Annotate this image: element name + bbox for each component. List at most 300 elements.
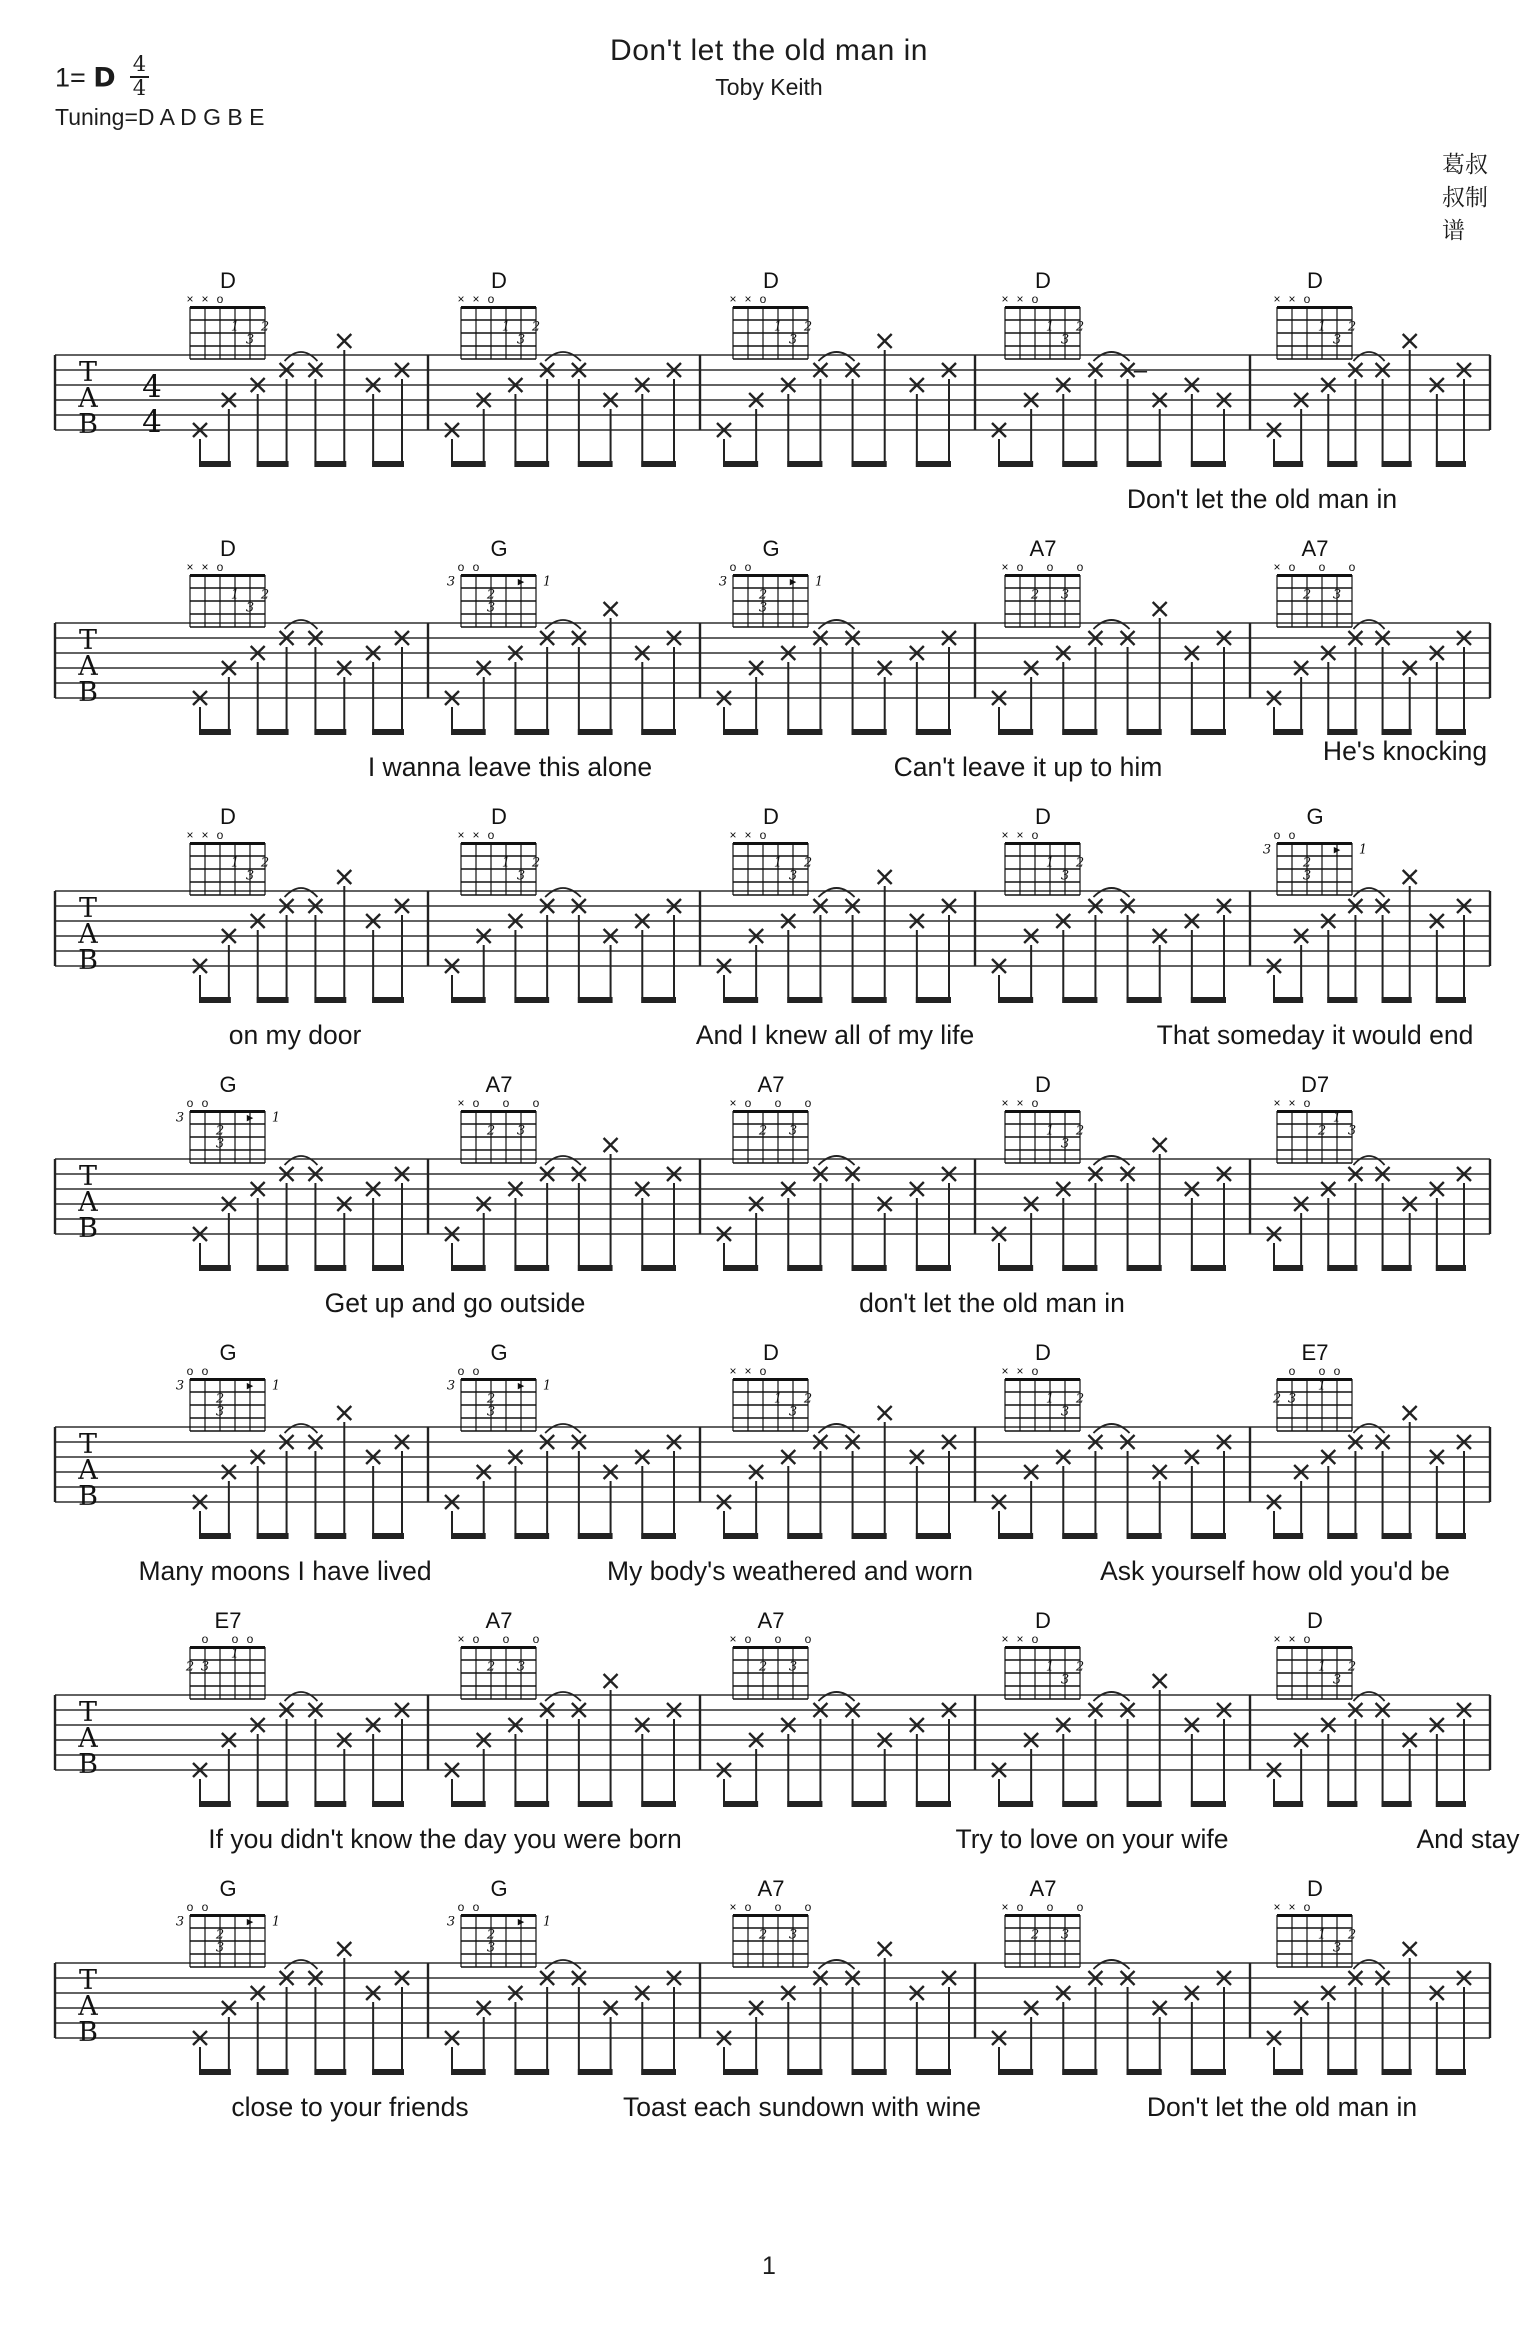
string-marker: o — [774, 1096, 782, 1110]
beam — [1062, 1533, 1097, 1539]
tab-clef-letter: T — [78, 1161, 98, 1192]
beam — [451, 2069, 486, 2075]
beam — [1127, 2069, 1162, 2075]
beam — [723, 997, 758, 1003]
chord-grid — [447, 1900, 551, 1976]
finger-number: 2 — [1075, 855, 1085, 871]
strum-x-mark — [1403, 334, 1417, 348]
tie-arc — [1093, 352, 1129, 361]
finger-number: 1 — [1317, 1659, 1327, 1675]
chord-name: E7 — [214, 1608, 242, 1633]
string-marker: × — [1273, 292, 1281, 306]
chord-grid — [1263, 292, 1367, 368]
string-marker: × — [457, 828, 465, 842]
chord-grid — [176, 1096, 280, 1172]
beam — [1273, 1801, 1303, 1807]
finger-number: 2 — [215, 1123, 225, 1139]
finger-number: 1 — [1045, 855, 1055, 871]
lyric-line: I wanna leave this alone — [367, 752, 653, 782]
string-marker: o — [1288, 828, 1296, 842]
chord-name: A7 — [1029, 1876, 1057, 1901]
string-marker: × — [1016, 1096, 1024, 1110]
beam — [787, 729, 822, 735]
chord-name: D — [1035, 1340, 1051, 1365]
finger-number: 3 — [1263, 842, 1272, 858]
tie-arc — [285, 1960, 318, 1969]
string-marker: × — [201, 828, 209, 842]
beam — [514, 1265, 549, 1271]
chord-grid — [1263, 560, 1367, 636]
beam — [641, 461, 676, 467]
chord-grid — [1263, 1096, 1367, 1172]
strum-x-mark — [604, 1138, 618, 1152]
key-label: 1= — [55, 62, 94, 93]
tab-clef-letter: B — [78, 409, 98, 440]
chord-name: D — [220, 804, 236, 829]
string-marker: × — [457, 1096, 465, 1110]
string-marker: × — [729, 1096, 737, 1110]
beam — [514, 997, 549, 1003]
finger-number: 1 — [1045, 1123, 1055, 1139]
string-marker: o — [502, 1096, 510, 1110]
lyric-line: If you didn't know the day you were born — [208, 1824, 682, 1854]
tie-arc — [285, 1156, 318, 1165]
finger-number: 1 — [1317, 1927, 1327, 1943]
string-marker: × — [472, 292, 480, 306]
string-marker: o — [246, 1632, 254, 1646]
beam — [1191, 461, 1226, 467]
tie-arc — [818, 888, 854, 897]
finger-number: 2 — [758, 1659, 768, 1675]
finger-number: 1 — [230, 855, 240, 871]
beam — [1062, 461, 1097, 467]
finger-number: ▸ — [517, 1378, 525, 1394]
beam — [1436, 1801, 1466, 1807]
lyric-line: He's knocking — [1322, 736, 1488, 766]
chord-name: D — [1035, 1608, 1051, 1633]
chord-name: D — [763, 1340, 779, 1365]
beam — [1127, 1265, 1162, 1271]
beam — [257, 997, 289, 1003]
beam — [723, 461, 758, 467]
finger-number: 1 — [1332, 1110, 1342, 1126]
beam — [1382, 729, 1412, 735]
string-marker: × — [729, 1632, 737, 1646]
finger-number: 2 — [1302, 855, 1312, 871]
strum-x-mark — [337, 1942, 351, 1956]
chord-name: D — [220, 536, 236, 561]
string-marker: × — [1016, 828, 1024, 842]
beam — [1382, 997, 1412, 1003]
beam — [641, 729, 676, 735]
chord-grid — [991, 292, 1095, 368]
chord-name: D — [1035, 1072, 1051, 1097]
finger-number: 3 — [1332, 1672, 1342, 1688]
string-marker: o — [201, 1900, 209, 1914]
chord-name: A7 — [485, 1072, 513, 1097]
finger-number: 3 — [1060, 1927, 1070, 1943]
strum-x-mark — [878, 334, 892, 348]
chord-grid — [719, 560, 823, 636]
string-marker: × — [457, 1632, 465, 1646]
chord-grid — [991, 560, 1095, 636]
finger-number: 2 — [486, 1123, 496, 1139]
beam — [199, 2069, 231, 2075]
finger-number: 2 — [260, 855, 270, 871]
beam — [787, 2069, 822, 2075]
string-marker: × — [729, 292, 737, 306]
finger-number: 2 — [215, 1927, 225, 1943]
string-marker: × — [472, 828, 480, 842]
beam — [578, 1265, 613, 1271]
string-marker: o — [1031, 292, 1039, 306]
tie-arc — [285, 352, 318, 361]
beam — [1382, 1265, 1412, 1271]
lyric-line: That someday it would end — [1156, 1020, 1474, 1050]
finger-number: 2 — [803, 1391, 813, 1407]
tie-arc — [1093, 620, 1129, 629]
beam — [1273, 1533, 1303, 1539]
chord-grid — [719, 292, 823, 368]
beam — [1436, 461, 1466, 467]
lyric-line: Can't leave it up to him — [893, 752, 1163, 782]
chord-grid — [447, 1632, 551, 1708]
beam — [257, 2069, 289, 2075]
finger-number: 3 — [245, 600, 255, 616]
string-marker: × — [186, 560, 194, 574]
lyric-line: Try to love on your wife — [955, 1824, 1229, 1854]
tie-arc — [285, 1424, 318, 1433]
finger-number: 2 — [1347, 319, 1357, 335]
strum-x-mark — [604, 602, 618, 616]
beam — [723, 1265, 758, 1271]
beam — [998, 729, 1033, 735]
finger-number: 1 — [230, 319, 240, 335]
beam — [641, 1801, 676, 1807]
beam — [199, 729, 231, 735]
string-marker: o — [472, 560, 480, 574]
beam — [514, 1533, 549, 1539]
beam — [723, 1801, 758, 1807]
beam — [641, 997, 676, 1003]
chord-name: A7 — [1029, 536, 1057, 561]
finger-number: 3 — [1302, 868, 1312, 884]
beam — [787, 997, 822, 1003]
finger-number: 3 — [788, 868, 798, 884]
tab-clef-letter: A — [78, 1455, 98, 1486]
tie-arc — [285, 1692, 318, 1701]
beam — [1327, 1265, 1357, 1271]
string-marker: × — [744, 828, 752, 842]
string-marker: × — [201, 560, 209, 574]
finger-number: 2 — [1302, 587, 1312, 603]
lyric-line: Many moons I have lived — [138, 1556, 432, 1586]
beam — [578, 729, 613, 735]
finger-number: 2 — [215, 1391, 225, 1407]
string-marker: × — [1001, 828, 1009, 842]
finger-number: 1 — [542, 1378, 551, 1394]
finger-number: 2 — [1317, 1123, 1327, 1139]
strum-x-mark — [604, 1674, 618, 1688]
beam — [314, 2069, 346, 2075]
beam — [723, 1533, 758, 1539]
chord-grid — [991, 1632, 1095, 1708]
string-marker: o — [1046, 1900, 1054, 1914]
lyric-line: And stay — [1416, 1824, 1520, 1854]
beam — [1436, 1265, 1466, 1271]
beam — [998, 461, 1033, 467]
finger-number: 2 — [486, 1659, 496, 1675]
beam — [1127, 997, 1162, 1003]
beam — [1191, 997, 1226, 1003]
beam — [1436, 1533, 1466, 1539]
beam — [578, 1801, 613, 1807]
finger-number: 1 — [1358, 842, 1367, 858]
chord-grid — [447, 1096, 551, 1172]
chord-name: A7 — [757, 1608, 785, 1633]
chord-name: D — [1035, 804, 1051, 829]
string-marker: × — [186, 828, 194, 842]
string-marker: × — [729, 828, 737, 842]
string-marker: o — [744, 1632, 752, 1646]
beam — [451, 1533, 486, 1539]
finger-number: 3 — [200, 1659, 210, 1675]
beam — [1327, 1801, 1357, 1807]
string-marker: × — [1001, 560, 1009, 574]
beam — [1127, 1533, 1162, 1539]
chord-grid — [991, 1900, 1095, 1976]
string-marker: × — [1001, 1364, 1009, 1378]
beam — [852, 1265, 887, 1271]
beam — [1327, 2069, 1357, 2075]
strum-x-mark — [878, 1942, 892, 1956]
beam — [1273, 1265, 1303, 1271]
strum-x-mark — [878, 1406, 892, 1420]
finger-number: 2 — [803, 855, 813, 871]
string-marker: o — [487, 828, 495, 842]
beam — [916, 729, 951, 735]
tab-clef-letter: B — [78, 945, 98, 976]
tab-clef-letter: T — [78, 1429, 98, 1460]
finger-number: 3 — [215, 1136, 225, 1152]
beam — [1127, 461, 1162, 467]
chord-name: D — [1307, 268, 1323, 293]
string-marker: × — [1016, 292, 1024, 306]
lyric-line: And I knew all of my life — [695, 1020, 975, 1050]
finger-number: 2 — [758, 587, 768, 603]
beam — [372, 997, 404, 1003]
finger-number: 1 — [230, 1646, 240, 1662]
string-marker: o — [457, 1900, 465, 1914]
chord-grid — [176, 828, 280, 904]
finger-number: ▸ — [246, 1378, 254, 1394]
string-marker: × — [1016, 1632, 1024, 1646]
chord-name: D7 — [1300, 1072, 1330, 1097]
finger-number: ▸ — [517, 574, 525, 590]
finger-number: 1 — [773, 855, 783, 871]
string-marker: × — [1288, 1900, 1296, 1914]
tie-arc — [818, 620, 854, 629]
finger-number: 3 — [516, 1123, 526, 1139]
finger-number: ▸ — [246, 1110, 254, 1126]
finger-number: 2 — [486, 1391, 496, 1407]
tab-clef-letter: A — [78, 1187, 98, 1218]
artist-name: Toby Keith — [715, 74, 823, 100]
beam — [451, 1801, 486, 1807]
finger-number: 3 — [758, 600, 768, 616]
string-marker: o — [201, 1096, 209, 1110]
finger-number: 2 — [1272, 1391, 1282, 1407]
finger-number: 3 — [1060, 1672, 1070, 1688]
string-marker: o — [1303, 1632, 1311, 1646]
finger-number: 2 — [1075, 1123, 1085, 1139]
string-marker: o — [1016, 560, 1024, 574]
chord-name: G — [490, 1876, 508, 1901]
tuning-label: Tuning=D A D G B E — [55, 104, 265, 130]
string-marker: × — [1273, 1900, 1281, 1914]
beam — [372, 1533, 404, 1539]
string-marker: o — [774, 1632, 782, 1646]
beam — [723, 2069, 758, 2075]
lyric-line: don't let the old man in — [859, 1288, 1125, 1318]
finger-number: 3 — [1287, 1391, 1297, 1407]
beam — [1436, 997, 1466, 1003]
chord-name: G — [490, 1340, 508, 1365]
string-marker: o — [216, 828, 224, 842]
transcriber-credit: 葛叔叔制谱 — [1442, 152, 1488, 244]
beam — [998, 1265, 1033, 1271]
finger-number: 3 — [176, 1110, 185, 1126]
key-signature — [55, 52, 149, 100]
string-marker: × — [1273, 1632, 1281, 1646]
string-marker: o — [1303, 1900, 1311, 1914]
beam — [1382, 2069, 1412, 2075]
tab-clef-letter: B — [78, 1749, 98, 1780]
finger-number: 3 — [215, 1404, 225, 1420]
tab-clef-letter: T — [78, 625, 98, 656]
string-marker: o — [1031, 828, 1039, 842]
time-signature-bottom: 4 — [132, 76, 147, 100]
beam — [852, 2069, 887, 2075]
string-marker: × — [1001, 1632, 1009, 1646]
beam — [257, 1533, 289, 1539]
beam — [641, 1533, 676, 1539]
finger-number: ▸ — [517, 1914, 525, 1930]
beam — [314, 1801, 346, 1807]
string-marker: × — [729, 1900, 737, 1914]
strum-x-mark — [1153, 602, 1167, 616]
beam — [514, 1801, 549, 1807]
beam — [514, 2069, 549, 2075]
beam — [372, 729, 404, 735]
beam — [451, 729, 486, 735]
finger-number: 3 — [176, 1914, 185, 1930]
finger-number: 3 — [1347, 1123, 1357, 1139]
chord-name: A7 — [757, 1876, 785, 1901]
beam — [1382, 1801, 1412, 1807]
string-marker: o — [231, 1632, 239, 1646]
finger-number: 3 — [245, 868, 255, 884]
string-marker: o — [1348, 560, 1356, 574]
strum-x-mark — [1153, 1138, 1167, 1152]
chord-name: A7 — [485, 1608, 513, 1633]
finger-number: 2 — [1347, 1659, 1357, 1675]
beam — [916, 2069, 951, 2075]
lyric-line: Get up and go outside — [324, 1288, 586, 1318]
finger-number: 2 — [803, 319, 813, 335]
string-marker: o — [804, 1900, 812, 1914]
string-marker: × — [201, 292, 209, 306]
beam — [514, 729, 549, 735]
chord-name: D — [1307, 1608, 1323, 1633]
beam — [916, 997, 951, 1003]
finger-number: 3 — [788, 1659, 798, 1675]
finger-number: 1 — [501, 855, 511, 871]
tab-clef-letter: B — [78, 1481, 98, 1512]
beam — [199, 461, 231, 467]
beam — [314, 729, 346, 735]
beam — [372, 1801, 404, 1807]
beam — [852, 729, 887, 735]
string-marker: o — [1318, 1364, 1326, 1378]
string-marker: o — [201, 1364, 209, 1378]
lyric-line: Don't let the old man in — [1126, 484, 1398, 514]
tie-arc — [1093, 1692, 1129, 1701]
chord-name: G — [762, 536, 780, 561]
lyric-line: close to your friends — [231, 2092, 469, 2122]
string-marker: o — [532, 1096, 540, 1110]
finger-number: 3 — [447, 1914, 456, 1930]
time-signature-top: 4 — [130, 54, 149, 78]
beam — [1273, 729, 1303, 735]
lyric-line: My body's weathered and worn — [607, 1556, 973, 1586]
finger-number: 1 — [1045, 1391, 1055, 1407]
beam — [916, 1265, 951, 1271]
string-marker: o — [804, 1096, 812, 1110]
string-marker: × — [1001, 1096, 1009, 1110]
beam — [1127, 729, 1162, 735]
chord-grid — [447, 1364, 551, 1440]
chord-name: D — [763, 804, 779, 829]
tab-clef-letter: A — [78, 383, 98, 414]
finger-number: 1 — [271, 1378, 280, 1394]
chord-grid — [719, 1632, 823, 1708]
chord-grid — [176, 292, 280, 368]
string-marker: o — [774, 1900, 782, 1914]
beam — [199, 1265, 231, 1271]
tab-clef-letter: B — [78, 1213, 98, 1244]
beam — [641, 2069, 676, 2075]
beam — [1327, 461, 1357, 467]
beam — [1191, 1265, 1226, 1271]
beam — [1191, 729, 1226, 735]
chord-name: A7 — [1301, 536, 1329, 561]
string-marker: o — [1318, 560, 1326, 574]
tie-arc — [818, 1960, 854, 1969]
finger-number: 3 — [788, 1404, 798, 1420]
finger-number: 1 — [271, 1110, 280, 1126]
beam — [1273, 997, 1303, 1003]
beam — [998, 1801, 1033, 1807]
tie-arc — [818, 352, 854, 361]
finger-number: 1 — [773, 1391, 783, 1407]
beam — [998, 2069, 1033, 2075]
string-marker: × — [457, 292, 465, 306]
strum-x-mark — [1403, 870, 1417, 884]
finger-number: 2 — [486, 1927, 496, 1943]
chord-grid — [719, 1096, 823, 1172]
tie-arc — [285, 888, 318, 897]
